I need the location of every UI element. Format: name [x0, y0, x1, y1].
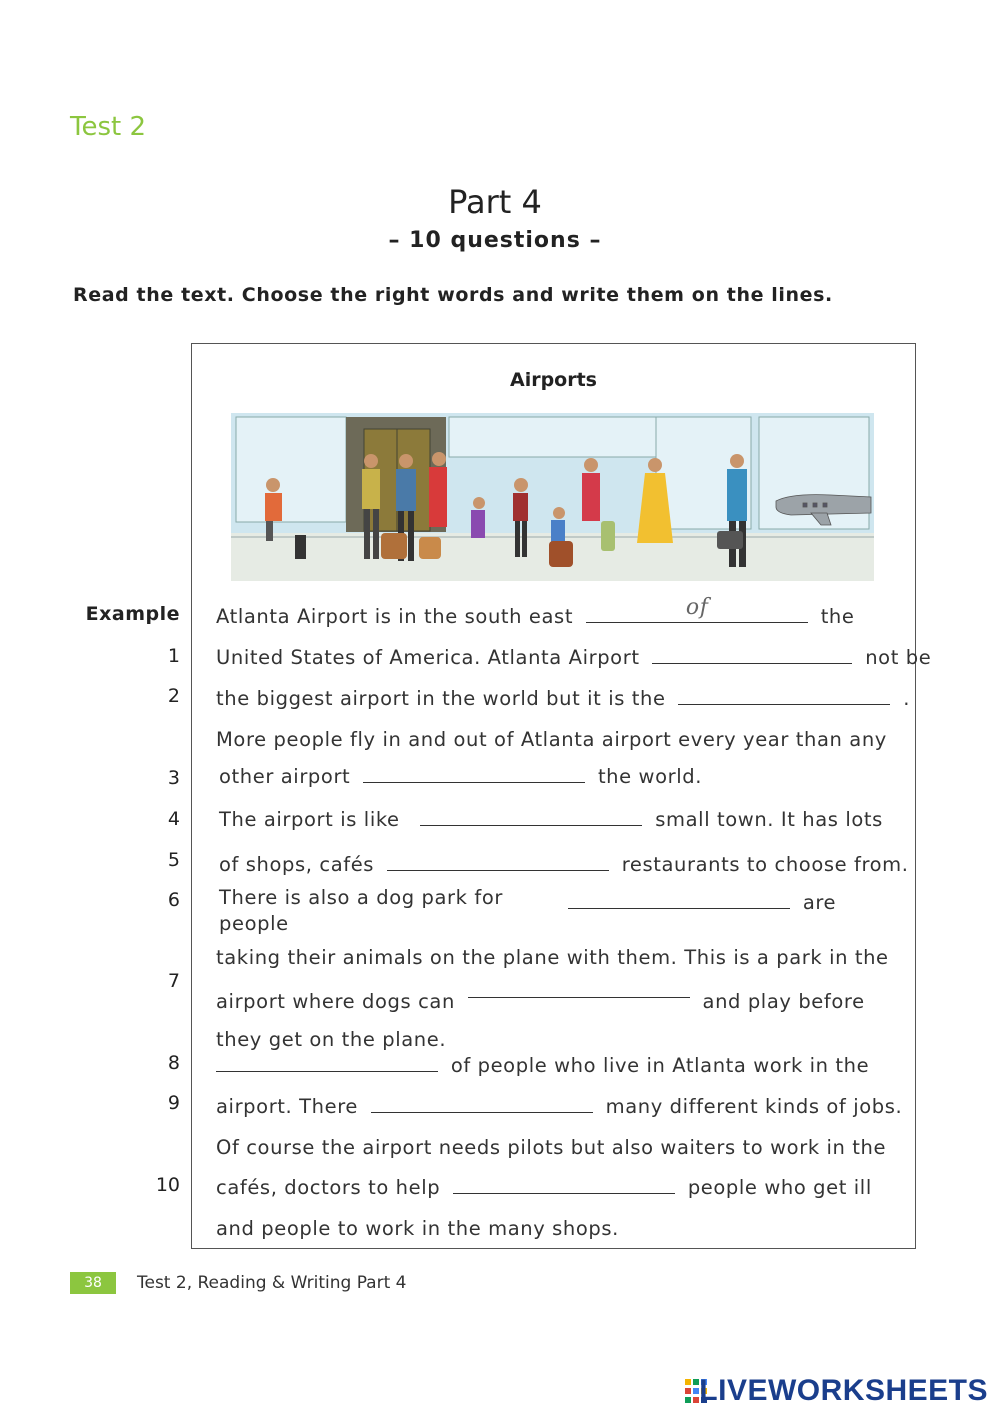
passage-line: [568, 891, 836, 914]
answer-blank-3[interactable]: [363, 781, 585, 783]
answer-blank-4[interactable]: [420, 824, 642, 826]
passage-line: [216, 646, 931, 669]
question-number: 6: [167, 889, 180, 911]
passage-line: [216, 1054, 869, 1077]
text: of shops, cafés: [219, 853, 375, 876]
text: cafés, doctors to help: [216, 1176, 441, 1199]
footer-text: Test 2, Reading & Writing Part 4: [137, 1273, 407, 1293]
question-number: 10: [155, 1174, 180, 1196]
page-number: 38: [70, 1272, 116, 1294]
question-number: 2: [167, 685, 180, 707]
text: small town. It has lots: [655, 808, 883, 831]
instructions: Read the text. Choose the right words and write them on the lines.: [73, 284, 833, 306]
text: the biggest airport in the world but it is the: [216, 687, 666, 710]
question-number: 3: [167, 767, 180, 789]
answer-blank-8[interactable]: [216, 1070, 438, 1072]
passage-line: [219, 885, 503, 937]
answer-blank-1[interactable]: [652, 662, 852, 664]
passage-line: taking their animals on the plane with them. This is a park in the: [216, 946, 889, 969]
passage-line: [216, 1095, 902, 1118]
passage-line: [216, 990, 865, 1013]
passage-line: [219, 853, 909, 876]
passage-line: [219, 765, 702, 788]
airport-terminal-illustration: [231, 413, 874, 581]
text: There is also a dog park for: [219, 886, 503, 909]
passage-line: Of course the airport needs pilots but also waiters to work in the: [216, 1136, 887, 1159]
questions-count: – 10 questions –: [388, 228, 602, 253]
text: restaurants to choose from.: [621, 853, 909, 876]
passage-title: Airports: [509, 369, 597, 391]
text: are: [802, 891, 837, 914]
text: Atlanta Airport is in the south east: [216, 605, 574, 628]
text: people who get ill: [687, 1176, 872, 1199]
example-blank: [586, 595, 808, 623]
question-number: 4: [167, 808, 180, 830]
text: airport where dogs can: [216, 990, 455, 1013]
question-number: 5: [167, 849, 180, 871]
answer-blank-2[interactable]: [678, 703, 890, 705]
text: .: [903, 687, 911, 710]
passage-line: and people to work in the many shops.: [216, 1217, 619, 1240]
passage-line: [216, 1176, 872, 1199]
text: and play before: [702, 990, 865, 1013]
text: The airport is like: [219, 808, 400, 831]
answer-blank-10[interactable]: [453, 1192, 675, 1194]
passage-line: [216, 687, 910, 710]
part-title: Part 4: [448, 183, 542, 221]
answer-blank-9[interactable]: [371, 1111, 593, 1113]
liveworksheets-brand[interactable]: LIVEWORKSHEETS: [699, 1374, 988, 1407]
text: other airport: [219, 765, 351, 788]
text: the: [820, 605, 855, 628]
question-number: 7: [167, 970, 180, 992]
question-number: 8: [167, 1052, 180, 1074]
question-number: 9: [167, 1092, 180, 1114]
passage-line: [219, 808, 883, 831]
question-number: 1: [167, 645, 180, 667]
answer-blank-5[interactable]: [387, 869, 609, 871]
text: people: [219, 912, 289, 935]
text: the world.: [597, 765, 703, 788]
test-label: Test 2: [70, 112, 147, 142]
passage-line: [216, 595, 855, 628]
example-answer: of: [685, 595, 709, 620]
text: of people who live in Atlanta work in the: [450, 1054, 870, 1077]
passage-line: More people fly in and out of Atlanta airport every year than any: [216, 728, 887, 751]
answer-blank-6[interactable]: [568, 907, 790, 909]
answer-blank-7[interactable]: [468, 996, 690, 998]
passage-line: they get on the plane.: [216, 1028, 447, 1051]
text: not be: [865, 646, 932, 669]
text: airport. There: [216, 1095, 359, 1118]
example-label: Example: [85, 603, 180, 625]
text: many different kinds of jobs.: [605, 1095, 903, 1118]
text: United States of America. Atlanta Airport: [216, 646, 640, 669]
